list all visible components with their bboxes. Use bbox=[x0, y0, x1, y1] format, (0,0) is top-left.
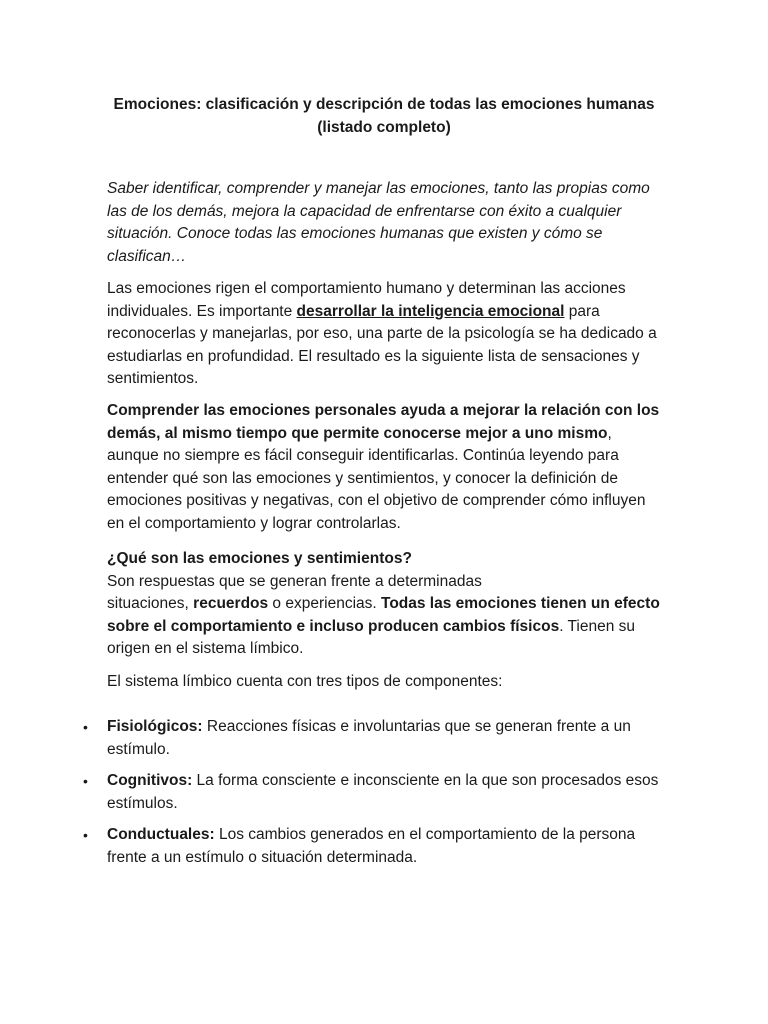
paragraph-3-bold-2: Todas las emociones tienen un efecto sobre el comportamiento e incluso producen cambios físicos bbox=[107, 595, 660, 635]
list-item bbox=[83, 716, 667, 761]
list-item-term: Fisiológicos: bbox=[107, 718, 203, 735]
bullet-icon: • bbox=[83, 827, 88, 843]
list-item-text: La forma consciente e inconsciente en la que son procesados esos estímulos. bbox=[107, 772, 659, 812]
paragraph-3-text-b: o experiencias. bbox=[268, 595, 381, 612]
title-line-2: (listado completo) bbox=[317, 119, 451, 136]
list-item-text: Reacciones físicas e involuntarias que se generan frente a un estímulo. bbox=[107, 718, 631, 758]
paragraph-3 bbox=[107, 548, 667, 661]
document-title bbox=[96, 93, 672, 139]
bullet-icon: • bbox=[83, 719, 88, 735]
list-item bbox=[83, 770, 667, 815]
list-item bbox=[83, 824, 667, 869]
paragraph-1-text-a: Las emociones rigen el comportamiento humano y determinan las acciones individuales. Es importante bbox=[107, 280, 626, 320]
list-item-text: Los cambios generados en el comportamiento de la persona frente a un estímulo o situación determinada. bbox=[107, 826, 636, 866]
list-item-term: Cognitivos: bbox=[107, 772, 193, 789]
paragraph-3-text-c: . Tienen su origen en el sistema límbico. bbox=[107, 617, 636, 657]
paragraph-3-text-a: situaciones, bbox=[107, 595, 194, 612]
emotional-intelligence-link[interactable]: desarrollar la inteligencia emocional bbox=[296, 302, 565, 320]
title-line-1: Emociones: clasificación y descripción de todas las emociones humanas bbox=[113, 96, 655, 113]
intro-paragraph: Saber identificar, comprender y manejar las emociones, tanto las propias como las de los demás, mejora la capacidad de enfrentarse con éxito a cualquier situación. Conoce todas las emociones humanas que existen y cómo se clasifican… bbox=[107, 180, 650, 265]
paragraph-2-text: , aunque no siempre es fácil conseguir identificarlas. Continúa leyendo para entender qué son las emociones y sentimientos, y conocer la definición de emociones positivas y negativas, con el objetivo de comprender cómo influyen en el comportamiento y lograr controlarlas. bbox=[107, 424, 646, 532]
paragraph-3-bold-1: recuerdos bbox=[193, 595, 269, 612]
components-list bbox=[83, 716, 667, 878]
paragraph-1 bbox=[107, 278, 667, 391]
list-item-term: Conductuales: bbox=[107, 826, 215, 843]
bullet-icon: • bbox=[83, 773, 88, 789]
section-heading: ¿Qué son las emociones y sentimientos? bbox=[107, 550, 412, 567]
paragraph-3-line-1: Son respuestas que se generan frente a determinadas bbox=[107, 572, 482, 590]
paragraph-1-text-b: para reconocerlas y manejarlas, por eso, una parte de la psicología se ha dedicado a estudiarlas en profundidad. El resultado es la siguiente lista de sensaciones y sentimientos. bbox=[107, 302, 657, 387]
paragraph-2 bbox=[107, 400, 667, 535]
paragraph-4: El sistema límbico cuenta con tres tipos de componentes: bbox=[107, 673, 503, 690]
paragraph-2-bold: Comprender las emociones personales ayuda a mejorar la relación con los demás, al mismo tiempo que permite conocerse mejor a uno mismo bbox=[107, 402, 660, 442]
